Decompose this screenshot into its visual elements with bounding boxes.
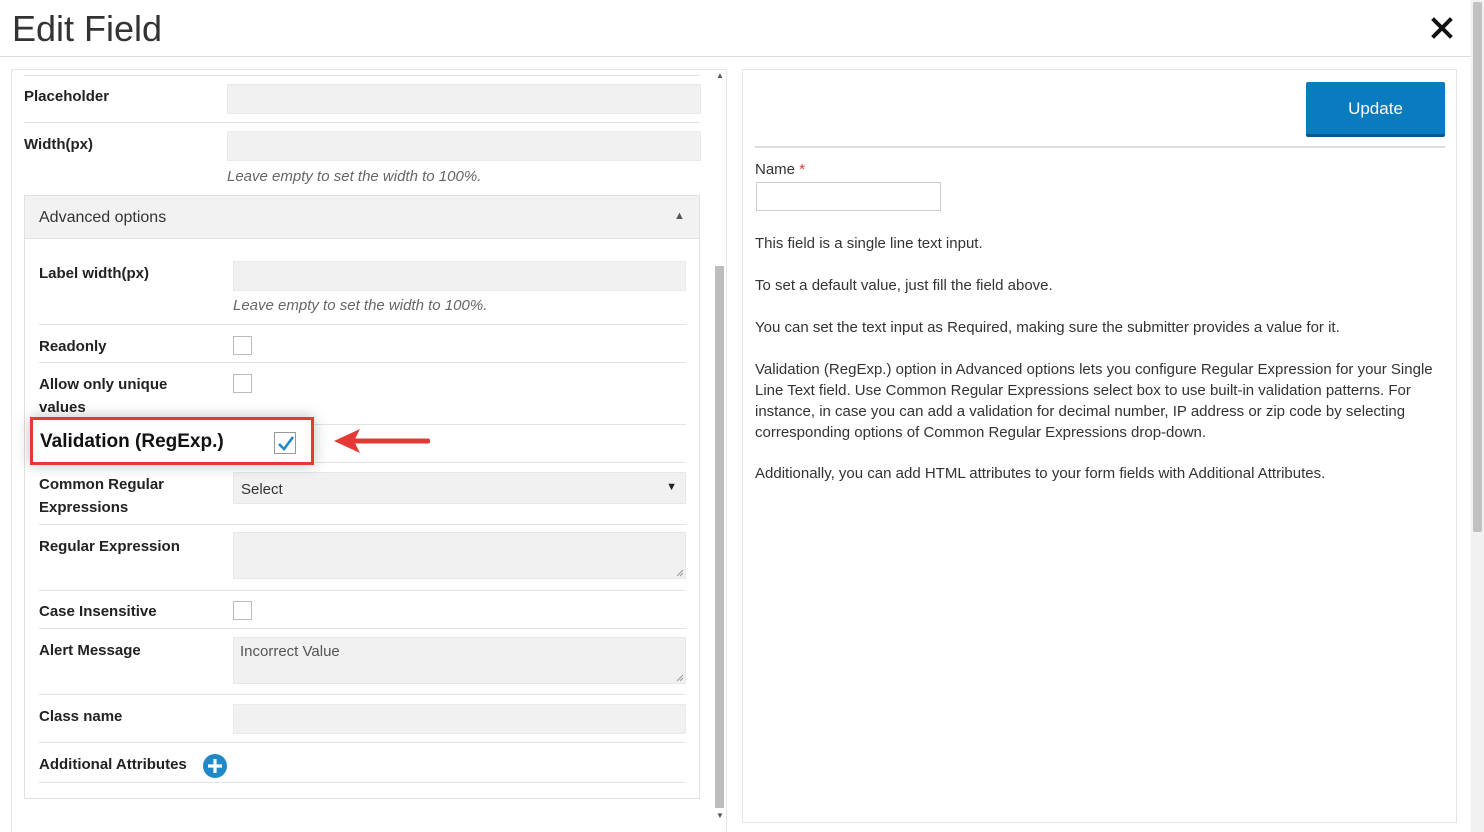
advanced-options-header[interactable] [25,196,699,239]
validation-label: Validation (RegExp.) [40,431,224,452]
alert-message-placeholder: Incorrect Value [240,643,340,660]
resize-grip-icon[interactable] [676,674,684,682]
divider [39,524,686,525]
help-paragraph: To set a default value, just fill the field above. [755,277,1053,294]
name-label-text: Name [755,161,796,178]
help-paragraph: This field is a single line text input. [755,235,983,252]
divider [39,782,686,783]
label-width-hint: Leave empty to set the width to 100%. [233,297,488,314]
dialog-header [0,0,1471,57]
red-arrow-icon [332,426,430,456]
name-input[interactable] [756,182,941,211]
divider [39,628,686,629]
additional-attributes-label: Additional Attributes [39,756,187,773]
width-input[interactable] [227,131,701,161]
close-icon[interactable] [1428,14,1456,42]
name-label [755,161,805,178]
window-scrollbar[interactable] [1471,0,1484,832]
divider [24,122,700,123]
unique-values-checkbox[interactable] [233,374,252,393]
panel-scrollbar[interactable] [715,69,726,823]
divider [755,146,1445,148]
unique-values-label-line2: values [39,399,86,416]
label-width-label: Label width(px) [39,265,149,282]
alert-message-textarea[interactable] [233,637,686,684]
class-name-input[interactable] [233,704,686,734]
unique-values-label-line1: Allow only unique [39,376,168,393]
placeholder-input[interactable] [227,84,701,114]
divider [39,590,686,591]
collapse-caret-icon[interactable]: ▲ [674,210,685,222]
case-insensitive-label: Case Insensitive [39,603,157,620]
resize-grip-icon[interactable] [676,569,684,577]
help-paragraph: Additionally, you can add HTML attributes to your form fields with Additional Attributes. [755,465,1326,482]
regex-label: Regular Expression [39,538,180,555]
common-regex-select[interactable] [233,472,686,504]
panel-scrollbar-thumb[interactable] [715,266,724,808]
validation-highlight-box [30,417,314,465]
required-asterisk: * [799,161,806,178]
readonly-checkbox[interactable] [233,336,252,355]
dropdown-arrow-icon: ▼ [666,481,677,493]
add-attribute-plus-icon[interactable] [202,753,228,779]
class-name-label: Class name [39,708,123,725]
dialog-title: Edit Field [12,8,163,49]
common-regex-selected-value: Select [241,481,283,498]
common-regex-label-line1: Common Regular [39,476,165,493]
divider [39,324,686,325]
validation-checkbox[interactable] [274,432,296,454]
window-scrollbar-thumb[interactable] [1473,2,1482,532]
update-button[interactable]: Update [1306,82,1445,137]
width-hint: Leave empty to set the width to 100%. [227,168,482,185]
checkmark-icon [275,433,297,455]
help-paragraph: You can set the text input as Required, making sure the submitter provides a value for it. [755,319,1340,336]
advanced-options-title: Advanced options [39,209,167,226]
scroll-down-icon[interactable]: ▼ [716,811,724,820]
divider [39,362,686,363]
divider [39,742,686,743]
divider [39,694,686,695]
regex-textarea[interactable] [233,532,686,579]
divider [24,75,700,76]
placeholder-label: Placeholder [24,88,110,105]
readonly-label: Readonly [39,338,107,355]
scroll-up-icon[interactable]: ▲ [716,71,724,80]
width-label: Width(px) [24,136,94,153]
alert-message-label: Alert Message [39,642,141,659]
case-insensitive-checkbox[interactable] [233,601,252,620]
common-regex-label-line2: Expressions [39,499,129,516]
help-paragraph: Validation (RegExp.) option in Advanced options lets you configure Regular Expression for your Single Line Text field. Use Common Regular Expressions select box to use built-in validation patterns. For instance, in case you can add a validation for decimal number, IP address or zip code by selecting corresponding options of Common Regular Expressions drop-down. [755,361,1433,441]
label-width-input[interactable] [233,261,686,291]
